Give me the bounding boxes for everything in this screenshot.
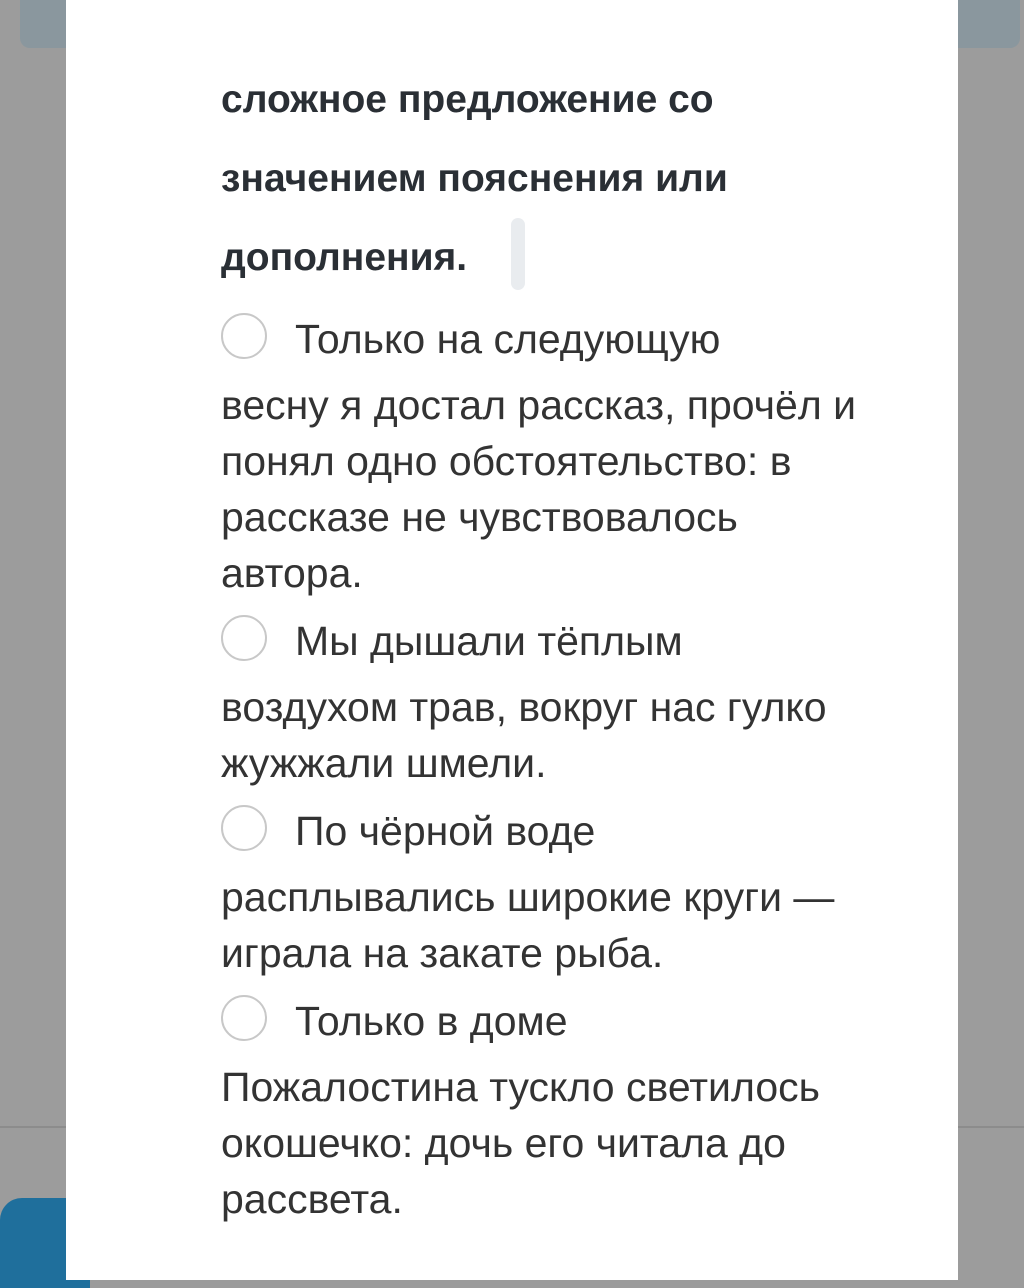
option-2-first-line: Мы дышали тёплым <box>295 618 683 664</box>
option-3-text: расплывались широкие круги — играла на закате рыба. <box>221 874 835 976</box>
radio-button-3[interactable] <box>221 805 267 851</box>
option-2-text: воздухом трав, вокруг нас гулко жужжали шмели. <box>221 684 827 786</box>
answer-option-4[interactable] <box>221 993 881 1227</box>
option-1-text: весну я достал рассказ, прочёл и понял одно обстоятельство: в рассказе не чувствовалось автора. <box>221 382 857 596</box>
radio-button-1[interactable] <box>221 313 267 359</box>
text-cursor-handle <box>511 218 525 290</box>
option-3-first-line: По чёрной воде <box>295 808 596 854</box>
question-content <box>221 60 881 1227</box>
question-text <box>221 60 881 297</box>
answer-option-1[interactable] <box>221 311 881 601</box>
option-4-first-line: Только в доме <box>295 998 568 1044</box>
question-modal <box>66 0 958 1280</box>
option-1-first-line: Только на следующую <box>295 316 721 362</box>
answer-option-2[interactable] <box>221 613 881 791</box>
radio-button-4[interactable] <box>221 995 267 1041</box>
question-label: сложное предложение со значением пояснения или дополнения. <box>221 78 728 279</box>
option-4-text: Пожалостина тускло светилось окошечко: дочь его читала до рассвета. <box>221 1064 820 1222</box>
radio-button-2[interactable] <box>221 615 267 661</box>
answer-option-3[interactable] <box>221 803 881 981</box>
